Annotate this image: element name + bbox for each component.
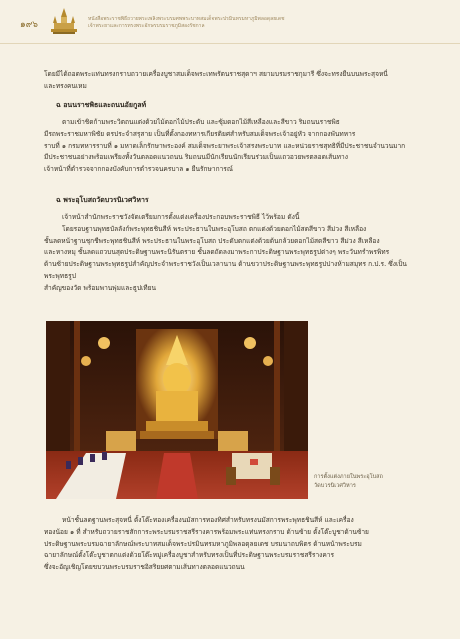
photo-caption (314, 473, 394, 491)
royal-emblem-icon (49, 7, 79, 37)
paragraph-line: มีรถพระราชมหาพิชัย ดรประจำสรุสาย เป็นที่ตั้งกองทหารเกียรติยศสำหรับสมเด็จพระเจ้าอยู่หัว จากกองพันทหาร (44, 129, 356, 138)
header-text (88, 16, 328, 30)
paragraph-line: ซึ่งจะอัญเชิญโดยขบวนพระบรมราชอิสริยยศตามเส้นทางตลอดแนวถนน (44, 563, 245, 572)
paragraph-line: ราบที่ ๑ กรมทหารราบที่ ๑ มหาดเล็กรักษาพระองค์ สมเด็จพระยาพระเจ้าสรงพระบาท และหน่วยราชสุทธิที่มีประชาชนจำนวนมาก (44, 141, 406, 150)
paragraph-line: ทองน้อย ๑ ที่ สำหรับถวายราชสักการะพระบรมราชสรีรางคารพร้อมพระแท่นทรงกราบ ด้านซ้าย ตั้งโต๊ะบูชาด้านซ้าย (44, 527, 369, 536)
paragraph-line: มีประชาชนอย่างพร้อมเพรียงทั้งวันตลอดแนวถนน ริมถนนมีนักเรียนนักเรียนร่วมเป็นแถวอวยพรตลอดเส้นทาง (44, 153, 348, 162)
header-line: เจ้าพระยาและการทรงพระอักษรบรมราชภูมิสองรัชกาล (88, 23, 205, 29)
paragraph-line: ชั้นลดหน้าฐานชุกชีพระพุทธชินสีห์ พระประธานในพระอุโบสถ ประดับตกแต่งด้วยต้นกล้วยดอกไม้สดสีขาว สีม่วง สีเหลือง (44, 236, 380, 245)
section-paragraph (44, 212, 424, 295)
header-divider (0, 43, 460, 44)
intro-line: โดยมีได้ถอดพระแท่นทรงกราบถวายเครื่องบูชาสมเด็จพระเทพรัตนราชสุดาฯ สยามบรมราชกุมารี ซึ่งจะทรงยืนบนพระสุจหนี่ (44, 70, 388, 78)
paragraph-line: และหางหมุ ชั้นลดแถวบนสุดประดิษฐานพระนิรันตราย ชั้นลดถัดลงมาพระกาประดิษฐานพระพุทธรูปต่างๆ พระวันทรำพรพิทร (44, 248, 390, 257)
intro-line: และทรงคนเหม (44, 81, 87, 90)
header-line: หนังสือพระราชพิธีถวายพระเพลิงพระบรมศพพระบาทสมเด็จพระปรมินทรมหาภูมิพลอดุลยเดช (88, 16, 285, 22)
paragraph-line: ฉายาลักษณ์ตั้งโต๊ะบูชาตกแต่งด้วยโต๊ะหมู่เครื่องบูชาสำหรับทรงเป็นที่ประดิษฐานพระบรมราชสรีรางคาร (44, 551, 335, 560)
paragraph-line: เจ้าหน้าสำนักพระราชวังจัดเตรียมการตั้งแต่งเครื่องประกอบพระราชพิธี ไว้พร้อม ดังนี้ (62, 213, 300, 221)
paragraph-line: ด้านซ้ายประดิษฐานพระพุทธรูปสำคัญประจำพระราชวังเป็นเวลานาน ด้านขวาประดิษฐานพระพุทธรูปปางห้ามสมุทร ก.ป.ร. ซึ่งเป็นพระพุทธรูป (44, 260, 407, 280)
page-header (0, 0, 460, 46)
paragraph-line: ตามเข้าชิดก้ามพระวิตถนแต่งด้วยไม้ดอกไม้ประดับ และซุ้มดอกไม้สีเหลืองและสีขาว ริมถนนราชพิธ (62, 118, 340, 126)
temple-interior-photo (46, 321, 308, 499)
closing-paragraph (44, 515, 424, 574)
temple-interior-illustration (46, 321, 308, 499)
intro-paragraph (44, 69, 424, 92)
section-heading: ฉ อนนราชพิธและถนนอัยกูลท์ (56, 101, 147, 109)
caption-line: วัดบวรนิเวศวิหาร (314, 483, 356, 489)
paragraph-line: เจ้าหน้าที่ตำรวจจากกองบังคับการตำรวจนครบาล ๑ ยืนรักษาการณ์ (44, 165, 233, 174)
paragraph-line: สำคัญของวัด พร้อมพานพุ่มและธูปเทียน (44, 283, 156, 292)
paragraph-line: หน้าชั้นลดฐานพระสุจหนี่ ตั้งโต๊ะทองเครื่องนมัสการทองทิศสำหรับทรงนมัสการพระพุทธชินสีห์ และเครื่อง (62, 516, 354, 524)
caption-line: การตั้งแต่งภายในพระอุโบสถ (314, 474, 383, 480)
section-paragraph (44, 117, 424, 176)
page-number: ๑๙๖ (20, 20, 39, 30)
paragraph-line: โดยรอบฐานพุทธบัลลังก์พระพุทธชินสีห์ พระประธานในพระอุโบสถ ตกแต่งด้วยดอกไม้สดสีขาว สีม่วง สีเหลือง (62, 224, 367, 233)
section-heading: ฉ พระอุโบสถวัดบวรนิเวศวิหาร (56, 196, 149, 204)
paragraph-line: ประดิษฐานพระบรมฉายาลักษณ์พระบาทสมเด็จพระปรมินทรมหาภูมิพลอดุลยเดช บรมนาถบพิตร ด้านหน้าพระบรม (44, 539, 362, 548)
